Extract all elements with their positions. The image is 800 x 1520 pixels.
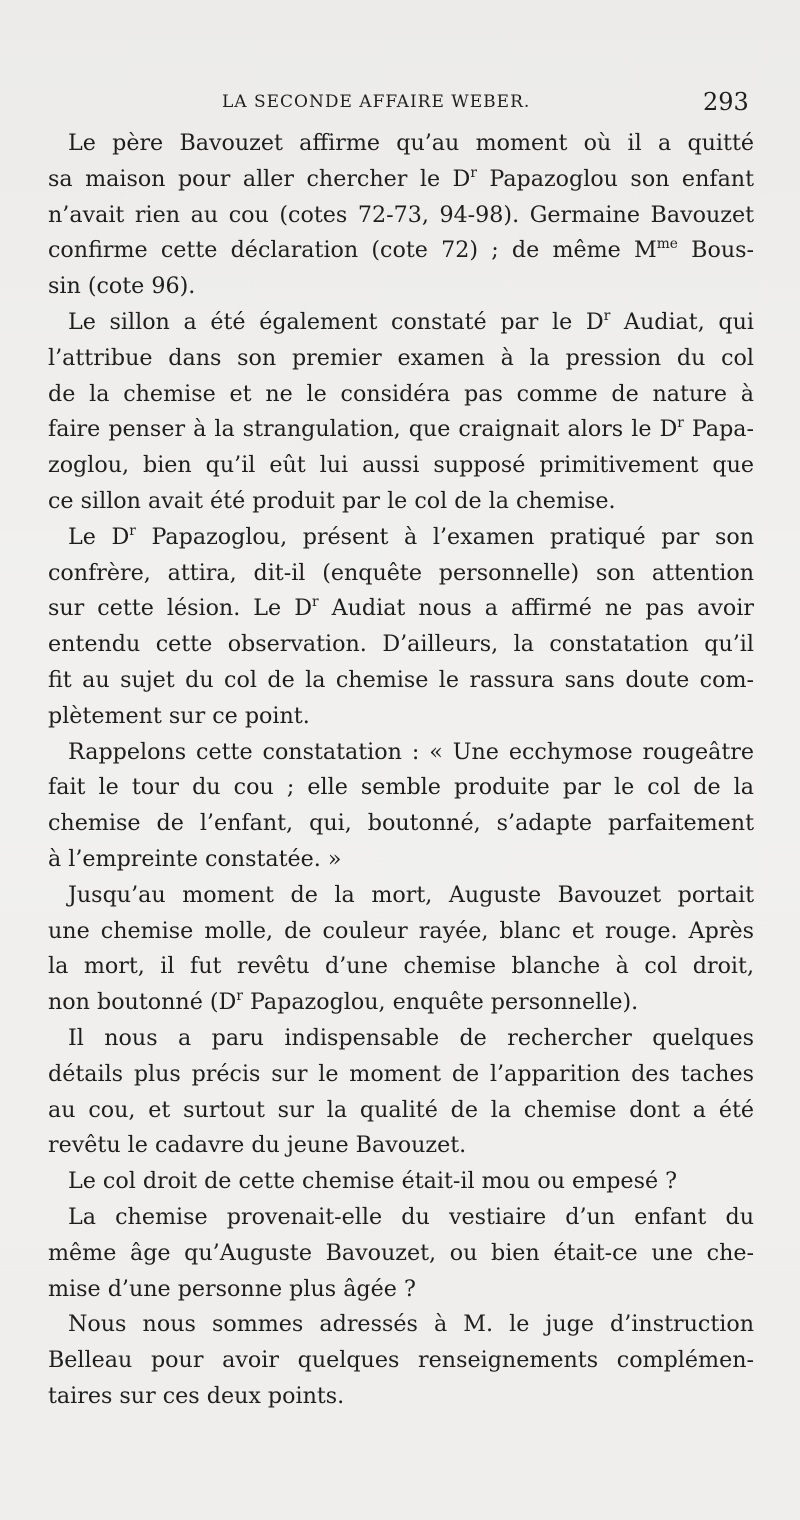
text-line: Nous nous sommes adressés à M. le juge d’instruction bbox=[68, 1311, 754, 1338]
page-header bbox=[0, 88, 800, 128]
running-head: LA SECONDE AFFAIRE WEBER. bbox=[222, 92, 531, 112]
text-line: confirme cette déclaration (cote 72) ; de même $M^{me}$ Bous- bbox=[48, 236, 754, 264]
text-line: fait le tour du cou ; elle semble produite par le col de la bbox=[48, 774, 754, 801]
paragraph bbox=[48, 1307, 754, 1414]
text-line: non boutonné ($D^r$ Papazoglou, enquête personnelle). bbox=[48, 988, 639, 1016]
text-line: même âge qu’Auguste Bavouzet, ou bien était-ce une che- bbox=[48, 1239, 754, 1266]
text-line: l’attribue dans son premier examen à la pression du col bbox=[48, 344, 754, 371]
paragraph bbox=[48, 520, 754, 735]
text-line: Il nous a paru indispensable de rechercher quelques bbox=[68, 1024, 754, 1051]
paragraph bbox=[48, 1164, 754, 1200]
text-line: Le $D^r$ Papazoglou, présent à l’examen pratiqué par son bbox=[68, 522, 754, 550]
text-line: confrère, attira, dit-il (enquête personnelle) son attention bbox=[48, 559, 754, 586]
text-line: n’avait rien au cou (cotes 72-73, 94-98). Germaine Bavouzet bbox=[48, 201, 754, 228]
paragraph bbox=[48, 1021, 754, 1164]
text-line: Le col droit de cette chemise était-il mou ou empesé ? bbox=[68, 1168, 678, 1195]
paragraph bbox=[48, 735, 754, 878]
text-line: revêtu le cadavre du jeune Bavouzet. bbox=[48, 1132, 467, 1159]
text-line: plètement sur ce point. bbox=[48, 702, 310, 729]
text-line: mise d’une personne plus âgée ? bbox=[48, 1275, 416, 1302]
text-line: détails plus précis sur le moment de l’apparition des taches bbox=[48, 1060, 754, 1087]
text-line: sin (cote 96). bbox=[48, 273, 196, 300]
text-line: fit au sujet du col de la chemise le rassura sans doute com- bbox=[48, 666, 754, 693]
text-line: taires sur ces deux points. bbox=[48, 1382, 345, 1409]
text-line: Belleau pour avoir quelques renseignements complémen- bbox=[48, 1347, 754, 1374]
text-line: de la chemise et ne le considéra pas comme de nature à bbox=[48, 380, 754, 407]
paragraph bbox=[48, 126, 754, 305]
text-line: au cou, et surtout sur la qualité de la chemise dont a été bbox=[48, 1096, 754, 1123]
paragraph bbox=[48, 878, 754, 1021]
text-line: faire penser à la strangulation, que craignait alors le $D^r$ Papa- bbox=[48, 415, 755, 443]
text-line: Le sillon a été également constaté par le $D^r$ Audiat, qui bbox=[68, 308, 754, 335]
text-line: une chemise molle, de couleur rayée, blanc et rouge. Après bbox=[48, 917, 754, 944]
text-line: ce sillon avait été produit par le col de la chemise. bbox=[48, 487, 616, 514]
text-line: zoglou, bien qu’il eût lui aussi supposé primitivement que bbox=[48, 452, 754, 479]
page-number: 293 bbox=[703, 88, 749, 116]
text-line: Jusqu’au moment de la mort, Auguste Bavouzet portait bbox=[68, 881, 754, 908]
text-line: Le père Bavouzet affirme qu’au moment où il a quitté bbox=[68, 130, 754, 156]
body-text bbox=[48, 126, 754, 1415]
text-line: à l’empreinte constatée. » bbox=[48, 845, 342, 872]
text-line: sur cette lésion. Le $D^r$ Audiat nous a affirmé ne pas avoir bbox=[48, 594, 754, 622]
text-line: La chemise provenait-elle du vestiaire d’un enfant du bbox=[68, 1203, 754, 1230]
text-line: entendu cette observation. D’ailleurs, la constatation qu’il bbox=[48, 631, 754, 658]
text-line: Rappelons cette constatation : « Une ecchymose rougeâtre bbox=[68, 738, 754, 765]
text-line: chemise de l’enfant, qui, boutonné, s’adapte parfaitement bbox=[48, 810, 754, 837]
text-line: sa maison pour aller chercher le $D^r$ Papazoglou son enfant bbox=[48, 164, 754, 192]
text-line: la mort, il fut revêtu d’une chemise blanche à col droit, bbox=[48, 953, 754, 980]
paragraph bbox=[48, 305, 754, 520]
paragraph bbox=[48, 1200, 754, 1307]
